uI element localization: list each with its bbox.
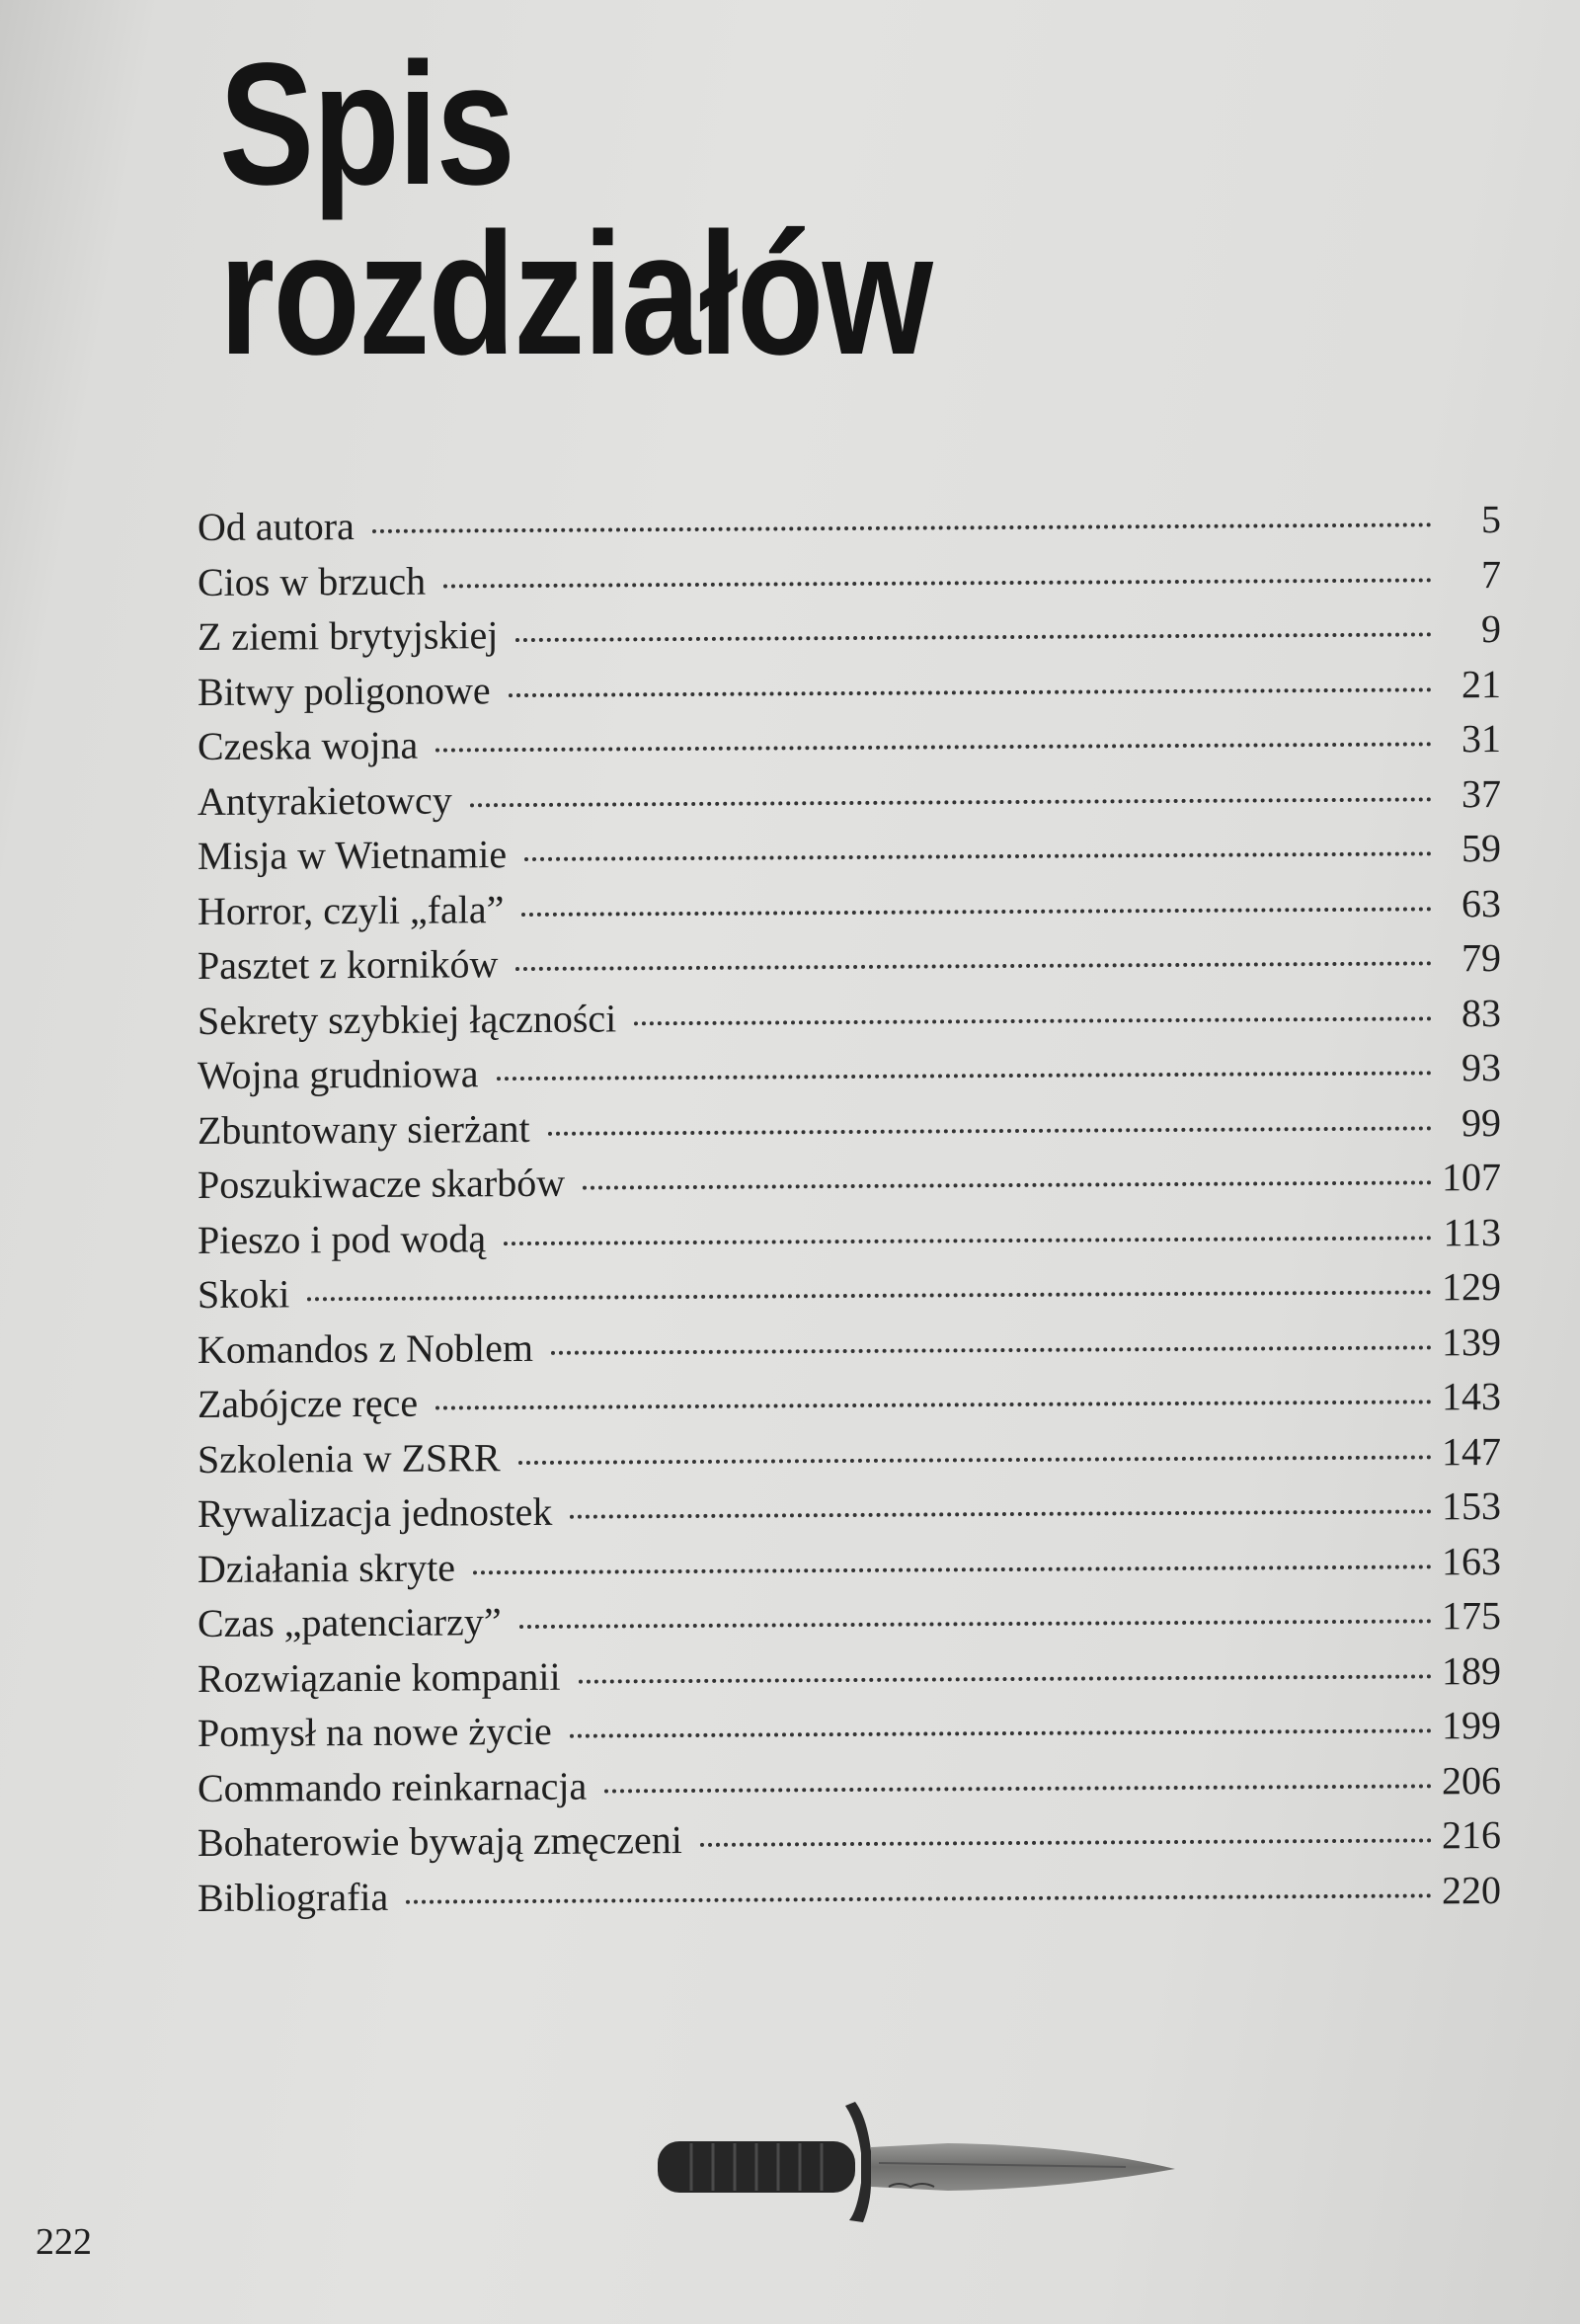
toc-entry [198,1698,1501,1761]
toc-entry-title: Zabójcze ręce [198,1380,419,1427]
toc-dot-leader [521,907,1432,917]
toc-entry [198,656,1501,719]
toc-entry-title: Szkolenia w ZSRR [198,1434,501,1482]
toc-entry-page: 63 [1462,880,1501,925]
toc-entry-title: Czas „patenciarzy” [198,1599,502,1646]
toc-entry-page: 37 [1462,770,1501,816]
toc-dot-leader [604,1784,1432,1793]
toc-entry-title: Z ziemi brytyjskiej [198,612,499,660]
toc-entry [198,1807,1501,1871]
toc-entry-title: Pasztet z korników [198,941,499,989]
toc-entry-page: 59 [1462,825,1501,871]
toc-entry-page: 107 [1442,1154,1501,1200]
toc-entry [198,875,1501,938]
toc-dot-leader [515,632,1432,642]
toc-entry-page: 153 [1442,1483,1501,1529]
toc-entry-page: 93 [1462,1044,1501,1090]
toc-dot-leader [570,1509,1432,1518]
toc-dot-leader [435,742,1432,752]
toc-entry-page: 216 [1442,1811,1501,1858]
toc-entry-title: Działania skryte [198,1544,455,1591]
toc-entry-page: 220 [1442,1867,1501,1912]
toc-entry [198,1369,1501,1432]
toc-entry-title: Wojna grudniowa [198,1051,479,1098]
page-title-line-1: Spis [219,28,514,221]
toc-entry-page: 7 [1481,551,1501,597]
toc-entry [198,1533,1501,1596]
table-of-contents [198,496,1501,1921]
toc-entry [198,1204,1501,1267]
toc-entry [198,546,1501,609]
toc-dot-leader [518,1455,1432,1465]
toc-dot-leader [634,1016,1432,1025]
toc-entry-page: 83 [1462,990,1501,1035]
toc-entry-page: 143 [1442,1373,1501,1419]
toc-entry-title: Sekrety szybkiej łączności [198,995,617,1043]
toc-entry-title: Pieszo i pod wodą [198,1215,487,1262]
toc-dot-leader [435,1400,1432,1409]
toc-entry-title: Zbuntowany sierżant [198,1105,530,1153]
toc-entry-page: 199 [1442,1702,1501,1748]
toc-entry-page: 79 [1462,934,1501,981]
toc-entry [198,1150,1501,1213]
toc-entry-page: 99 [1462,1099,1501,1145]
toc-entry-page: 113 [1443,1209,1501,1254]
toc-dot-leader [548,1126,1432,1135]
toc-dot-leader [509,687,1432,697]
toc-entry [198,601,1501,665]
toc-entry-title: Pomysł na nowe życie [198,1708,552,1756]
page-title [219,28,932,391]
toc-entry [198,1423,1501,1486]
toc-dot-leader [570,1728,1432,1737]
toc-dot-leader [515,961,1432,971]
toc-entry [198,1588,1501,1651]
toc-entry-page: 31 [1462,715,1501,761]
toc-entry-title: Misja w Wietnamie [198,832,508,879]
toc-entry [198,821,1501,884]
toc-entry-title: Bibliografia [198,1874,389,1920]
toc-dot-leader [473,1564,1432,1574]
toc-entry-page: 21 [1462,661,1501,706]
toc-dot-leader [372,522,1432,533]
toc-entry-title: Poszukiwacze skarbów [198,1160,566,1208]
toc-entry-page: 189 [1442,1647,1501,1693]
toc-entry-page: 5 [1481,496,1501,542]
toc-entry-title: Bohaterowie bywają zmęczeni [198,1817,682,1866]
page-number: 222 [36,2221,92,2263]
toc-dot-leader [583,1180,1432,1189]
toc-dot-leader [579,1674,1432,1683]
combat-knife-icon [652,2094,1185,2232]
toc-entry-page: 9 [1481,605,1501,652]
toc-entry-title: Rywalizacja jednostek [198,1488,553,1537]
toc-entry [198,1862,1501,1925]
toc-entry-page: 163 [1442,1538,1501,1583]
toc-entry-title: Antyrakietowcy [198,776,452,824]
toc-dot-leader [519,1619,1432,1629]
toc-dot-leader [524,851,1432,861]
toc-entry-page: 206 [1442,1757,1501,1803]
toc-entry-title: Cios w brzuch [198,558,427,604]
toc-entry [198,985,1501,1048]
toc-entry [198,930,1501,994]
toc-dot-leader [504,1236,1432,1245]
toc-dot-leader [700,1838,1432,1847]
toc-entry [198,711,1501,774]
toc-entry-title: Rozwiązanie kompanii [198,1653,561,1701]
toc-dot-leader [307,1290,1432,1301]
toc-entry [198,1040,1501,1103]
toc-dot-leader [406,1893,1432,1903]
toc-dot-leader [443,578,1432,588]
toc-entry-title: Od autora [198,504,355,550]
toc-entry [198,1643,1501,1706]
toc-entry-page: 175 [1442,1592,1501,1639]
toc-dot-leader [497,1071,1433,1081]
toc-entry [198,492,1501,555]
toc-entry [198,1259,1501,1322]
toc-entry [198,1094,1501,1158]
toc-entry [198,1314,1501,1377]
toc-entry [198,765,1501,829]
toc-entry-title: Skoki [198,1271,290,1318]
toc-entry-title: Bitwy poligonowe [198,667,491,714]
toc-entry [198,1752,1501,1815]
page-title-line-2: rozdziałów [219,198,932,391]
toc-dot-leader [551,1345,1432,1354]
toc-entry-page: 139 [1442,1319,1501,1364]
toc-entry-title: Commando reinkarnacja [198,1763,588,1810]
toc-entry-page: 147 [1442,1428,1501,1474]
toc-dot-leader [470,797,1432,807]
toc-entry-title: Horror, czyli „fala” [198,886,505,933]
toc-entry-title: Komandos z Noblem [198,1324,533,1372]
toc-entry-page: 129 [1442,1263,1501,1310]
toc-entry [198,1479,1501,1542]
toc-entry-title: Czeska wojna [198,722,419,769]
